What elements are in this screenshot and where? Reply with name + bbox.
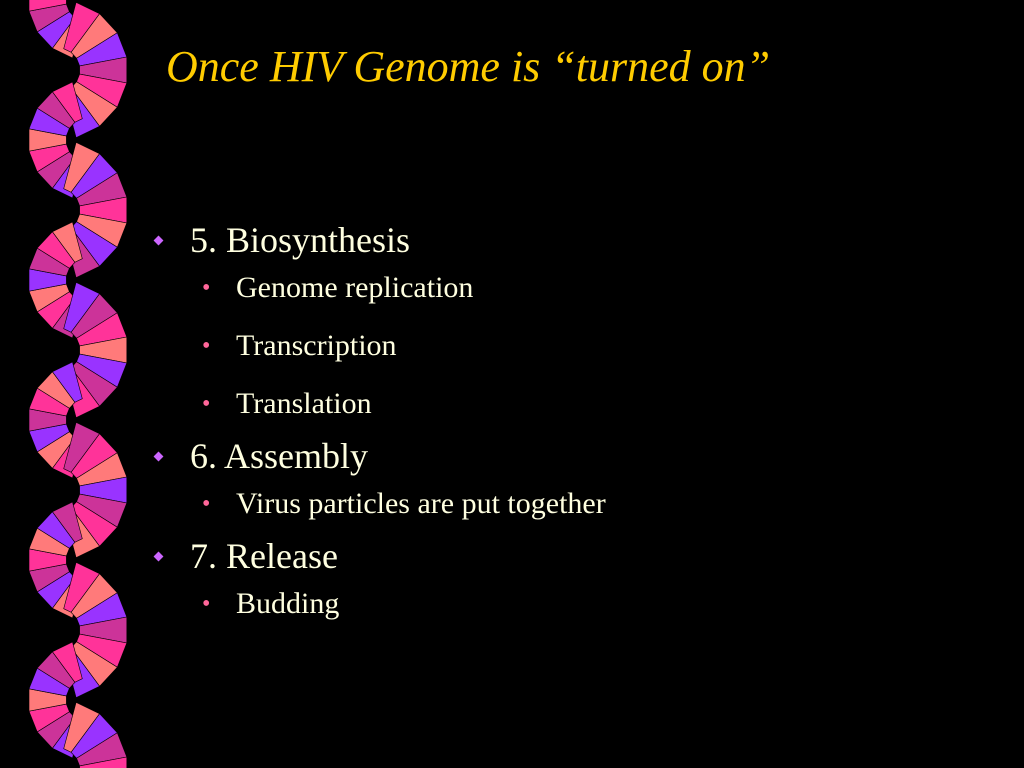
bullet-list xyxy=(150,218,990,634)
sub-bullet-text: Transcription xyxy=(236,329,397,362)
bullet-item-release xyxy=(150,534,990,578)
sub-bullet-genome-replication xyxy=(150,270,990,306)
dot-bullet-icon: • xyxy=(202,333,211,359)
diamond-bullet-icon xyxy=(154,552,164,562)
sub-bullet-text: Virus particles are put together xyxy=(236,487,606,520)
dot-bullet-icon: • xyxy=(202,591,211,617)
bullet-text: 6. Assembly xyxy=(190,436,369,476)
bullet-text: 7. Release xyxy=(190,536,338,576)
sub-bullet-translation xyxy=(150,386,990,422)
bullet-item-assembly xyxy=(150,434,990,478)
sub-bullet-transcription xyxy=(150,328,990,364)
spiral-ribbon-decoration xyxy=(0,0,140,768)
slide-title: Once HIV Genome is “turned on” xyxy=(166,42,771,91)
sub-bullet-virus-particles xyxy=(150,486,990,522)
dot-bullet-icon: • xyxy=(202,275,211,301)
diamond-bullet-icon xyxy=(154,452,164,462)
sub-bullet-text: Translation xyxy=(236,387,372,420)
sub-bullet-budding xyxy=(150,586,990,622)
diamond-bullet-icon xyxy=(154,236,164,246)
dot-bullet-icon: • xyxy=(202,391,211,417)
sub-bullet-text: Genome replication xyxy=(236,271,474,304)
bullet-item-biosynthesis xyxy=(150,218,990,262)
bullet-text: 5. Biosynthesis xyxy=(190,220,411,260)
sub-bullet-text: Budding xyxy=(236,587,340,620)
dot-bullet-icon: • xyxy=(202,491,211,517)
